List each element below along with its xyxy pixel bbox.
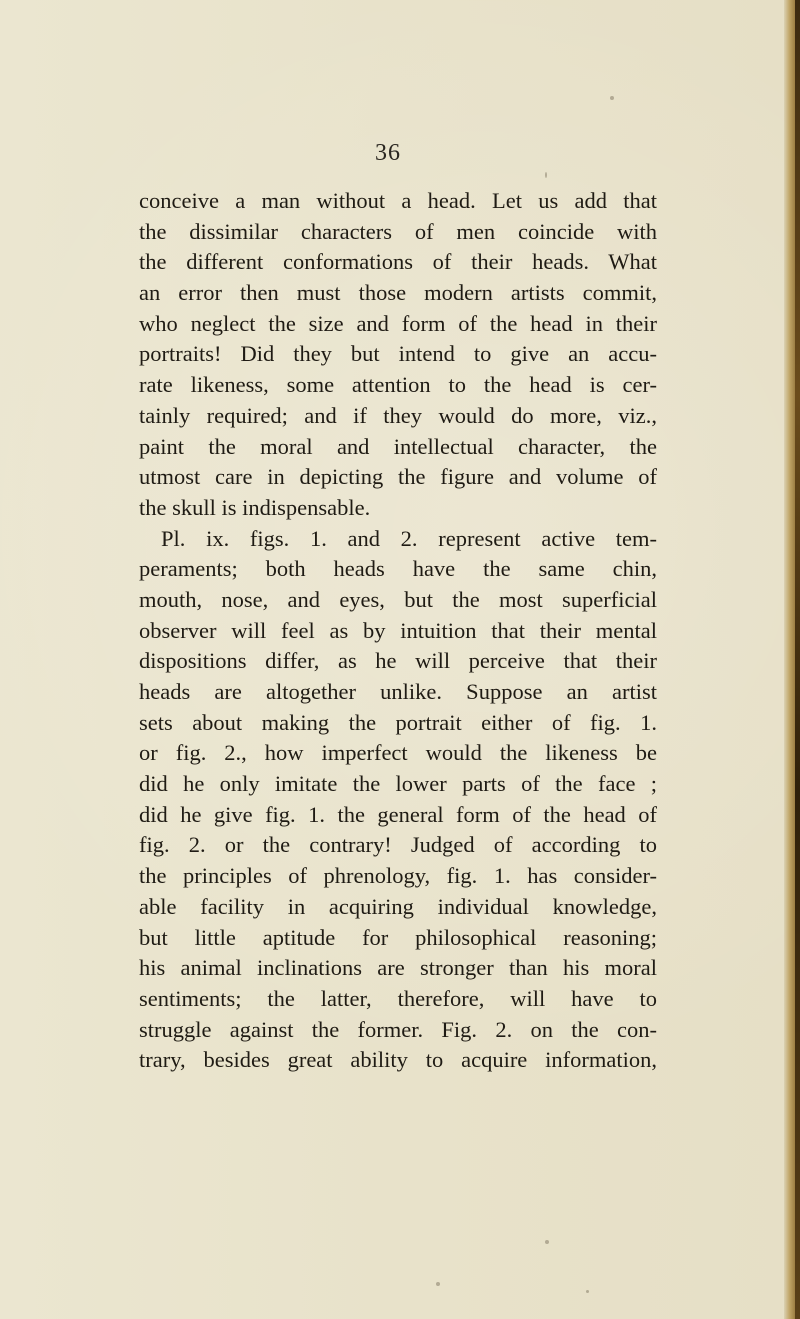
text-line: Pl. ix. figs. 1. and 2. represent active tem- — [161, 525, 657, 551]
text-line: portraits! Did they but intend to give an accu- — [139, 341, 657, 367]
text-line: conceive a man without a head. Let us add that — [139, 188, 657, 213]
text-line: dispositions differ, as he will perceive that their — [139, 648, 657, 674]
paper-speck — [545, 172, 547, 178]
page-number: 36 — [375, 140, 401, 166]
text-line: able facility in acquiring individual knowledge, — [139, 893, 657, 919]
text-line: tainly required; and if they would do more, viz., — [139, 402, 657, 428]
text-line: the skull is indispensable. — [139, 494, 371, 520]
text-line: paint the moral and intellectual character, the — [139, 433, 657, 459]
text-line: the principles of phrenology, fig. 1. has consider- — [139, 863, 657, 889]
text-line: did he only imitate the lower parts of the face ; — [139, 771, 657, 797]
text-line: struggle against the former. Fig. 2. on the con- — [139, 1016, 657, 1042]
text-line: observer will feel as by intuition that their mental — [139, 617, 657, 643]
text-line: sentiments; the latter, therefore, will have to — [139, 985, 657, 1011]
text-line: did he give fig. 1. the general form of the head of — [139, 801, 657, 827]
text-line: rate likeness, some attention to the head is cer- — [139, 372, 657, 398]
text-line: the different conformations of their heads. What — [139, 249, 657, 275]
text-line: mouth, nose, and eyes, but the most superficial — [139, 586, 657, 612]
page-edge-binding — [795, 0, 800, 1319]
text-line: an error then must those modern artists commit, — [139, 280, 657, 306]
text-line: or fig. 2., how imperfect would the likeness be — [139, 740, 657, 766]
text-line: sets about making the portrait either of fig. 1. — [139, 709, 657, 735]
text-line: but little aptitude for philosophical reasoning; — [139, 924, 657, 950]
text-line: trary, besides great ability to acquire information, — [139, 1047, 657, 1073]
text-line: peraments; both heads have the same chin, — [139, 556, 657, 582]
paper-speck — [586, 1290, 589, 1293]
body-text — [139, 186, 657, 1076]
text-line: fig. 2. or the contrary! Judged of according to — [139, 832, 657, 858]
paper-speck — [436, 1282, 440, 1286]
text-line: heads are altogether unlike. Suppose an artist — [139, 679, 657, 704]
paper-speck — [610, 96, 614, 100]
text-line: the dissimilar characters of men coincide with — [139, 218, 657, 244]
text-line: utmost care in depicting the figure and volume of — [139, 464, 657, 490]
paper-speck — [545, 1240, 549, 1244]
text-line: who neglect the size and form of the head in their — [139, 310, 657, 336]
text-line: his animal inclinations are stronger than his moral — [139, 955, 657, 981]
